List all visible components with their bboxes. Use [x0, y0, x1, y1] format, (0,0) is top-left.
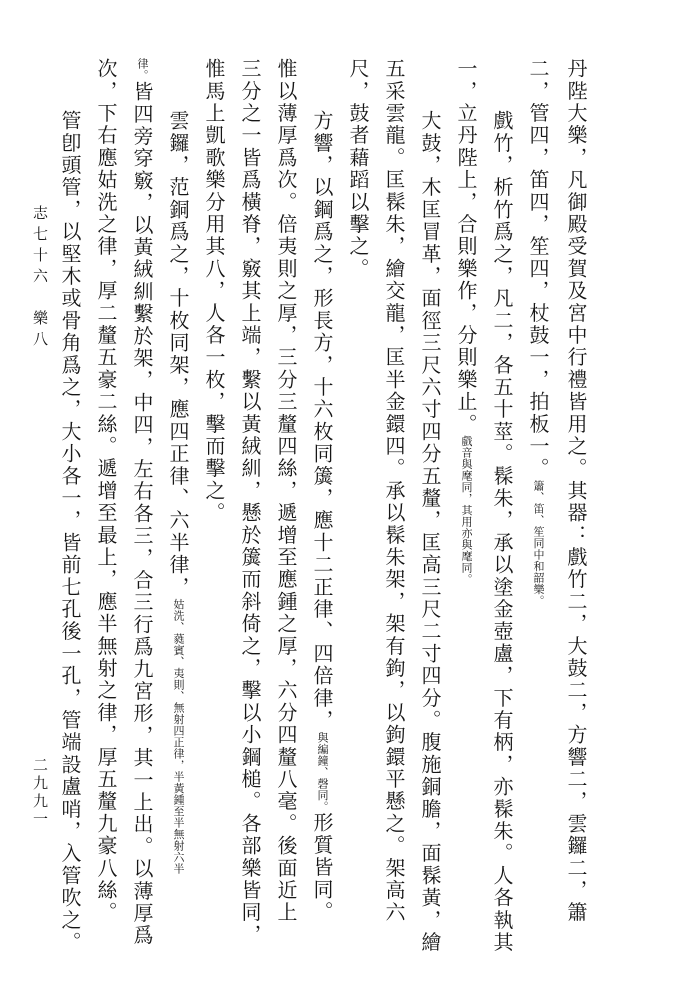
text-column-13 — [129, 58, 155, 947]
column-text: 方響，以鋼爲之，形長方，十六枚同簴，應十二正律、四倍律， — [310, 110, 334, 732]
column-text-tail: 形質皆同。 — [310, 812, 334, 924]
text-column-5 — [417, 110, 443, 954]
column-text: 雲鑼，范銅爲之，十枚同架，應四正律、六半律， — [166, 110, 190, 599]
column-note: 簫、笛、笙同中和韶樂。 — [532, 479, 545, 607]
text-column-12 — [165, 110, 191, 874]
text-column-2 — [525, 58, 551, 606]
column-text: 管卽頭管，以堅木或骨角爲之，大小各一，皆前七孔後一孔，管端設盧哨，入管吹之。 — [58, 110, 82, 954]
text-column-9 — [273, 58, 299, 924]
column-text: 惟馬上凱歌樂分用其八，人各一枚，擊而擊之。 — [202, 58, 226, 525]
column-note: 戲音與麾同，其用亦與麾同。 — [460, 435, 473, 585]
text-column-10 — [237, 58, 263, 946]
text-column-15 — [57, 110, 83, 954]
text-column-8 — [309, 110, 335, 923]
column-text: 丹陛大樂，凡御殿受賀及宮中行禮皆用之。其器：戲竹二，大鼓二，方響二，雲鑼二，簫 — [564, 58, 588, 924]
column-text: 一，立丹陛上，合則樂作，分則樂止。 — [454, 58, 478, 436]
text-column-6 — [381, 58, 407, 924]
text-column-3 — [489, 110, 515, 954]
column-text: 皆四旁穿竅，以黃絨紃繫於架，中四，左右各三，合三行爲九宮形，其一上出。以薄厚爲 — [130, 81, 154, 947]
chapter-title: 志七十六 樂八 — [31, 205, 49, 352]
folio-number: 二九九一 — [31, 757, 49, 829]
column-note: 與編鐘、磬同。 — [316, 731, 329, 813]
column-text: 三分之一皆爲橫脊，竅其上端，繫以黃絨紃，懸於簴而斜倚之，擊以小鋼槌。各部樂皆同， — [238, 58, 262, 946]
column-text: 五采雲龍。匡髹朱，繪交龍，匡半金鐶四。承以髹朱架，架有鉤，以鉤鐶平懸之。架高六 — [382, 58, 406, 924]
column-text: 二，管四，笛四，笙四，杖鼓一，拍板一。 — [526, 58, 550, 480]
column-text: 尺，鼓者藉蹈以擊之。 — [346, 58, 370, 280]
column-note: 律。 — [136, 58, 149, 81]
column-note: 姑洗、蕤賓、夷則、無射四正律，半黃鍾至半無射六半 — [172, 598, 185, 875]
text-column-11 — [201, 58, 227, 524]
column-text: 戲竹，析竹爲之，凡二，各五十莖。髹朱，承以塗金壺盧，下有柄，亦髹朱。人各執其 — [490, 110, 514, 954]
text-column-7 — [345, 58, 371, 280]
page-number — [27, 757, 53, 829]
text-column-14 — [93, 58, 119, 924]
text-column-4 — [453, 58, 479, 585]
column-text: 次，下右應姑洗之律，厚二釐五豪二絲。遞增至最上，應半無射之律，厚五釐九豪八絲。 — [94, 58, 118, 924]
text-column-1 — [563, 58, 589, 924]
column-text: 大鼓，木匡冒革，面徑三尺六寸四分五釐，匡高三尺二寸四分。腹施銅膽，面髹黃，繪 — [418, 110, 442, 954]
column-text: 惟以薄厚爲次。倍夷則之厚，三分三釐四絲，遞增至應鍾之厚，六分四釐八毫。後面近上 — [274, 58, 298, 924]
chapter-header — [27, 205, 53, 352]
